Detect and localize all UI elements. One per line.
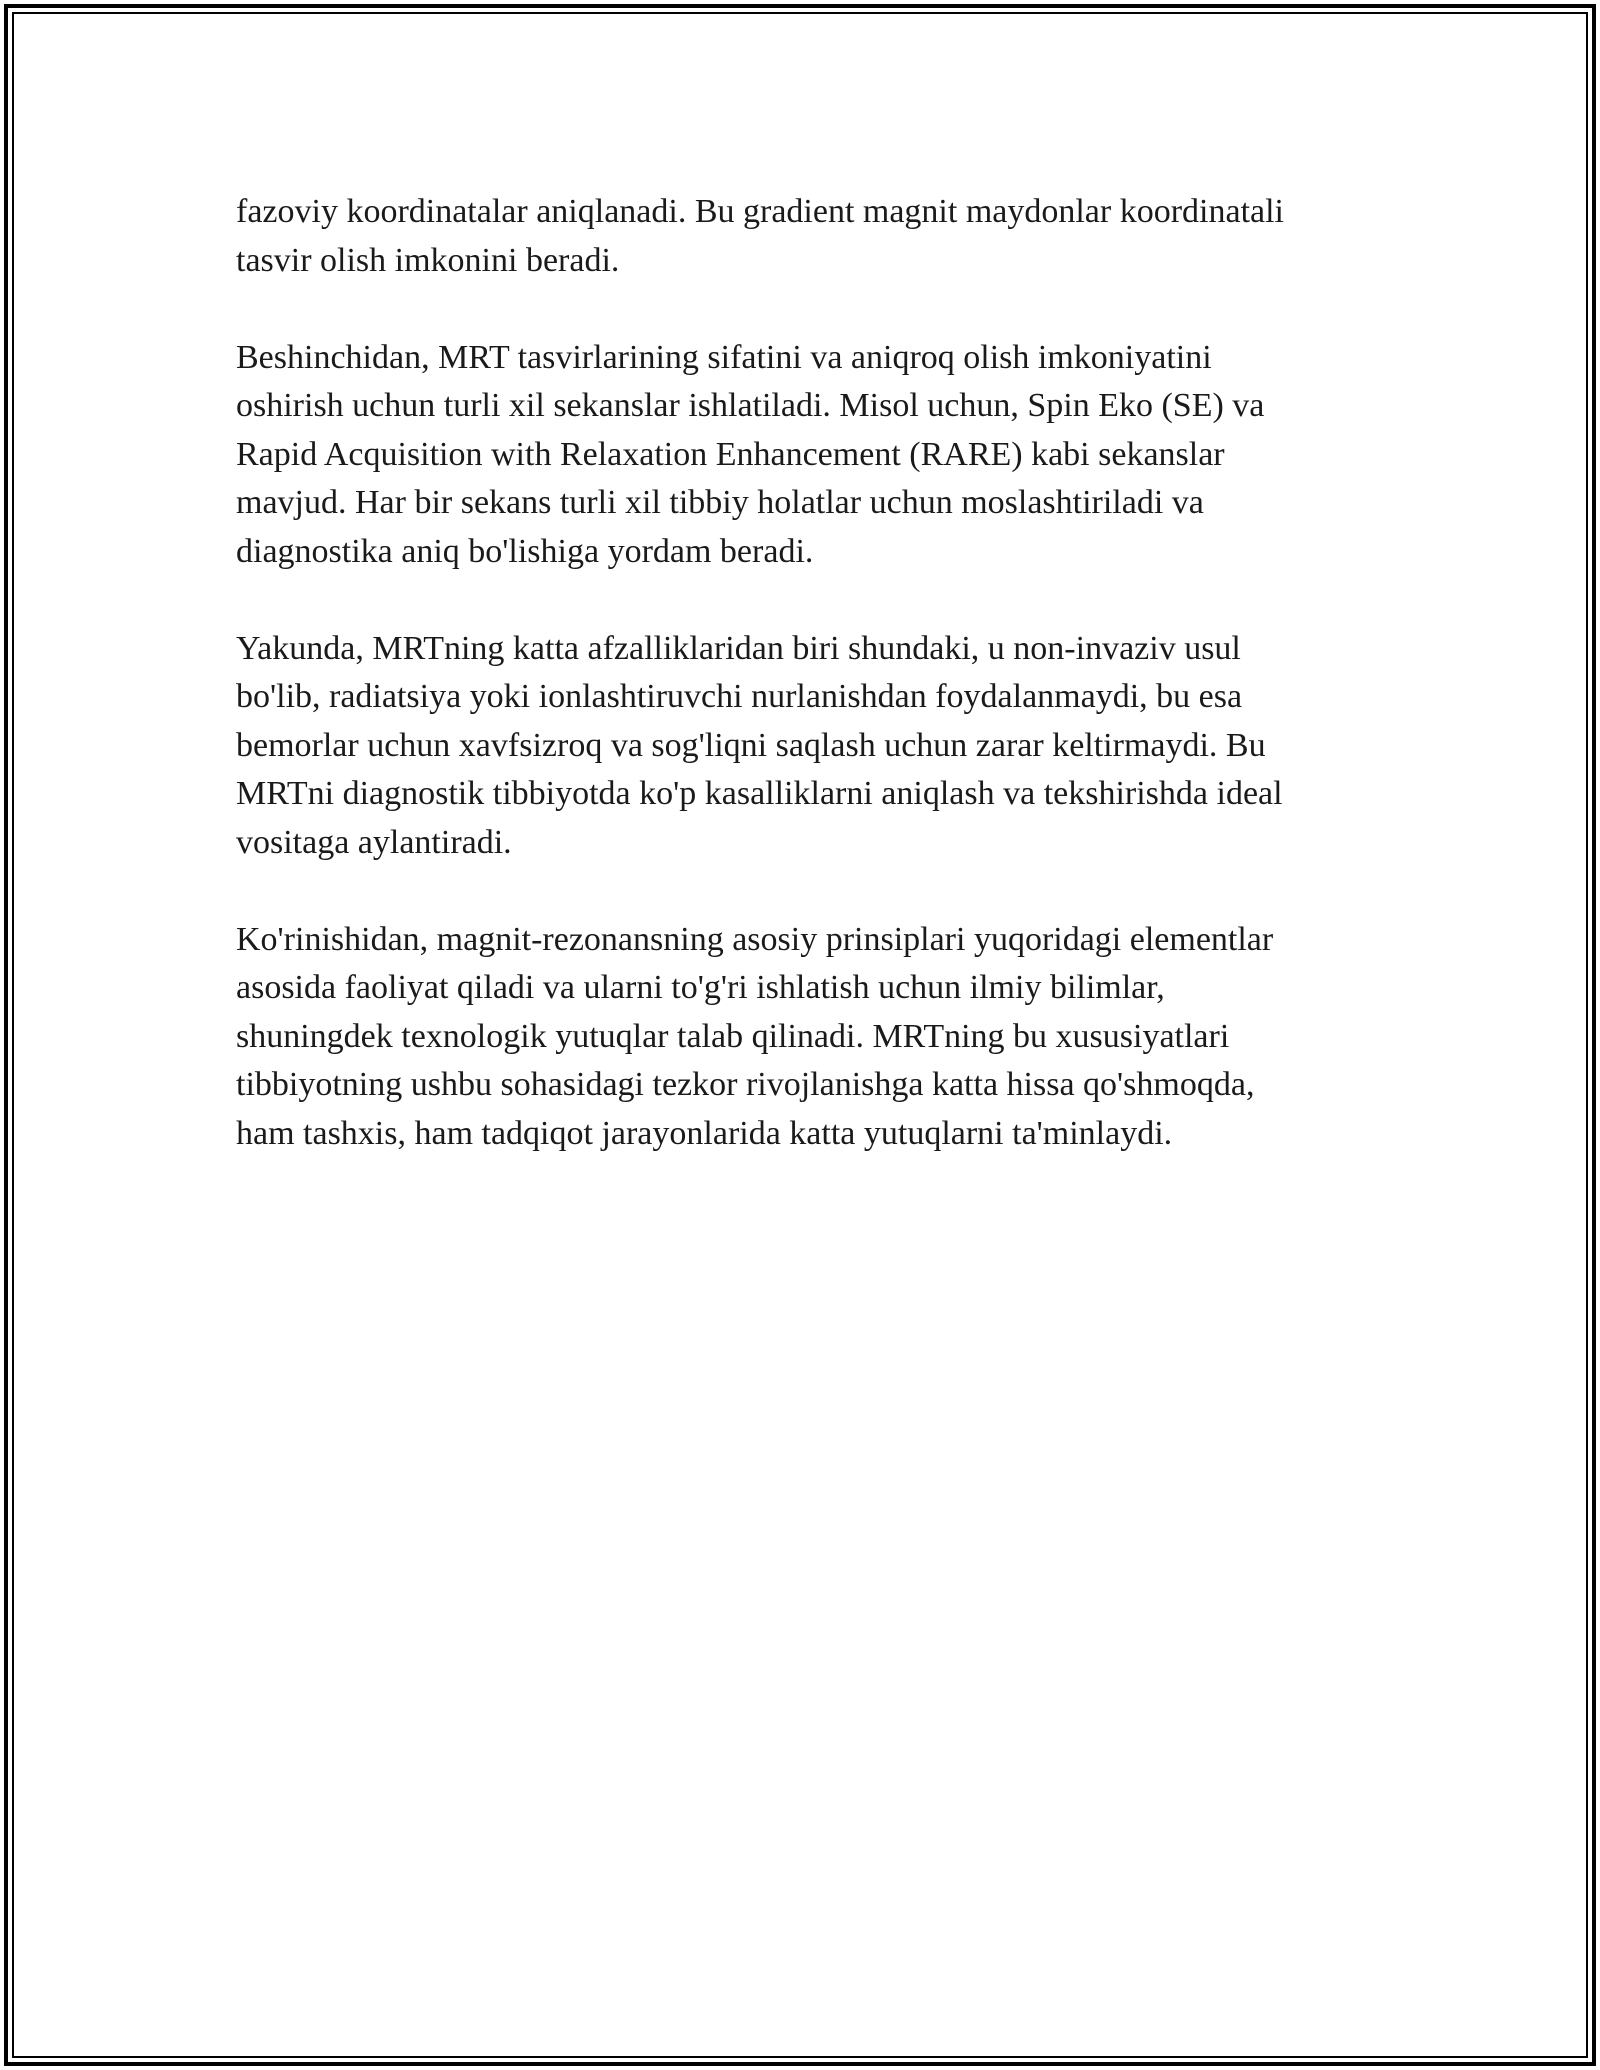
paragraph-3: Yakunda, MRTning katta afzalliklaridan biri shundaki, u non-invaziv usul bo'lib, radiatsiya yoki ionlashtiruvchi nurlanishdan foydalanmaydi, bu esa bemorlar uchun xavfsizroq va sog'liqni saqlash uchun zarar keltirmaydi. Bu MRTni diagnostik tibbiyotda ko'p kasalliklarni aniqlash va tekshirishda ideal vositaga aylantiradi. [236,629,1283,861]
document-body [236,188,1376,1207]
paragraph-4: Ko'rinishidan, magnit-rezonansning asosiy prinsiplari yuqoridagi elementlar asosida faoliyat qiladi va ularni to'g'ri ishlatish uchun ilmiy bilimlar, shuningdek texnologik yutuqlar talab qilinadi. MRTning bu xususiyatlari tibbiyotning ushbu sohasidagi tezkor rivojlanishga katta hissa qo'shmoqda, ham tashxis, ham tadqiqot jarayonlarida katta yutuqlarni ta'minlaydi. [236,920,1274,1152]
paragraph-1: fazoviy koordinatalar aniqlanadi. Bu gradient magnit maydonlar koordinatali tasvir olish imkonini beradi. [236,193,1285,279]
paragraph-2: Beshinchidan, MRT tasvirlarining sifatini va aniqroq olish imkoniyatini oshirish uchun turli xil sekanslar ishlatiladi. Misol uchun, Spin Eko (SE) va Rapid Acquisition with Relaxation Enhancement (RARE) kabi sekanslar mavjud. Har bir sekans turli xil tibbiy holatlar uchun moslashtiriladi va diagnostika aniq bo'lishiga yordam beradi. [236,338,1265,570]
